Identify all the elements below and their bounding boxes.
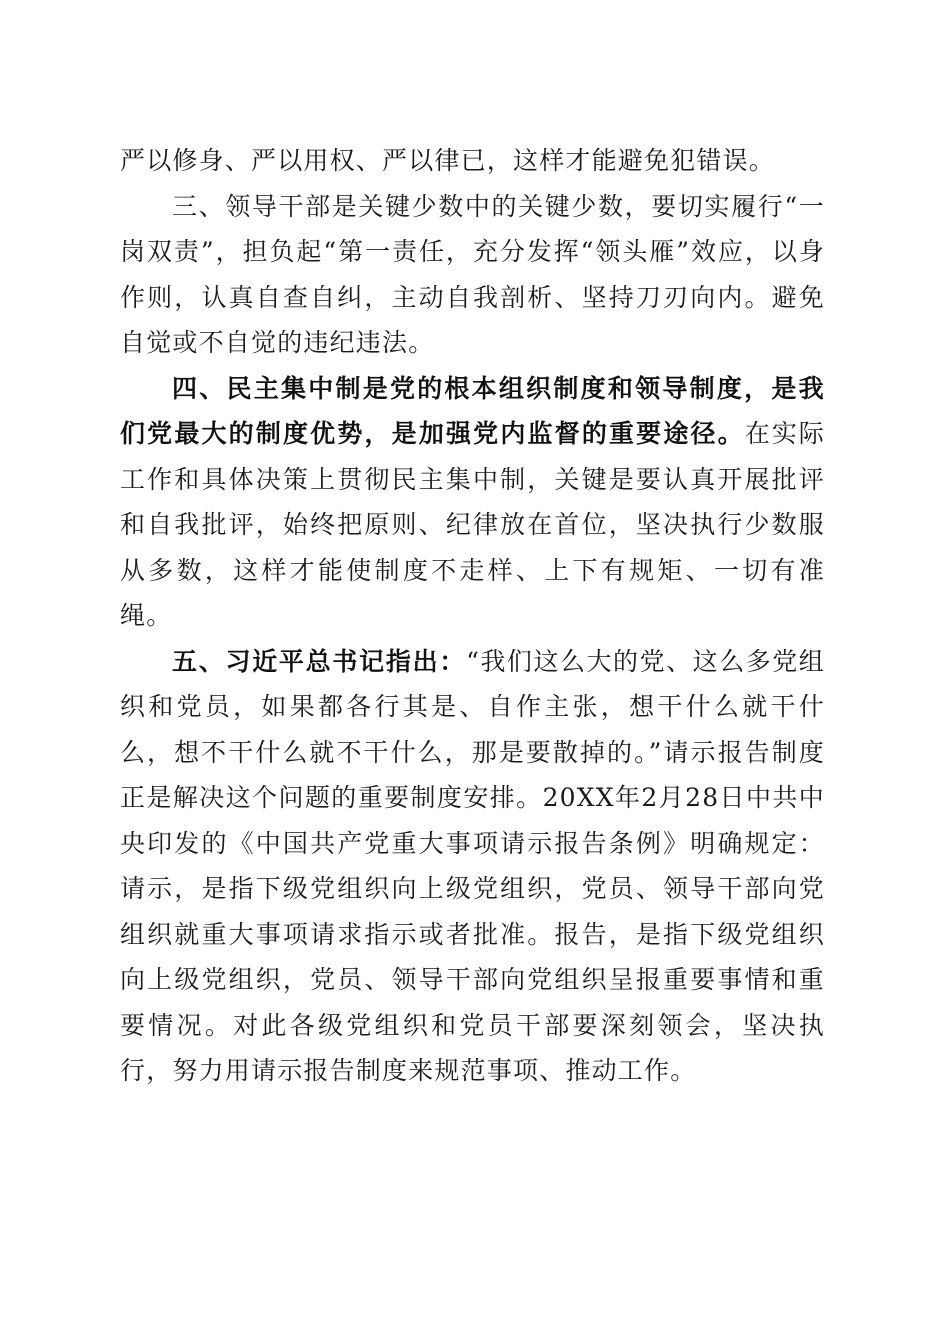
paragraph-text: 三、领导干部是关键少数中的关键少数，要切实履行“一岗双责”，担负起“第一责任，充分发挥“领头雁”效应，以身作则，认真自查自纠，主动自我剖析、坚持刀刃向内。避免自觉或不自觉的违纪违法。 [120, 191, 825, 357]
document-body [120, 138, 825, 1094]
paragraph-text: 严以修身、严以用权、严以律已，这样才能避免犯错误。 [120, 146, 776, 175]
paragraph-heading-bold: 四、民主集中制是党的根本组织制度和领导制度，是我们党最大的制度优势，是加强党内监督的重要途径。 [120, 373, 825, 448]
paragraph-five [120, 639, 825, 1094]
paragraph-heading-bold: 五、习近平总书记指出： [172, 646, 467, 676]
paragraph-four [120, 366, 825, 639]
paragraph-three [120, 184, 825, 366]
paragraph-continuation [120, 138, 825, 184]
paragraph-text: 在实际工作和具体决策上贯彻民主集中制，关键是要认真开展批评和自我批评，始终把原则、纪律放在首位，坚决执行少数服从多数，这样才能使制度不走样、上下有规矩、一切有准绳。 [120, 419, 825, 630]
paragraph-text: “我们这么大的党、这么多党组织和党员，如果都各行其是、自作主张，想干什么就干什么，想不干什么就不干什么，那是要散掉的。”请示报告制度正是解决这个问题的重要制度安排。20XX年2月28日中共中央印发的《中国共产党重大事项请示报告条例》明确规定：请示，是指下级党组织向上级党组织，党员、领导干部向党组织就重大事项请求指示或者批准。报告，是指下级党组织向上级党组织，党员、领导干部向党组织呈报重要事情和重要情况。对此各级党组织和党员干部要深刻领会，坚决执行，努力用请示报告制度来规范事项、推动工作。 [120, 646, 825, 1085]
